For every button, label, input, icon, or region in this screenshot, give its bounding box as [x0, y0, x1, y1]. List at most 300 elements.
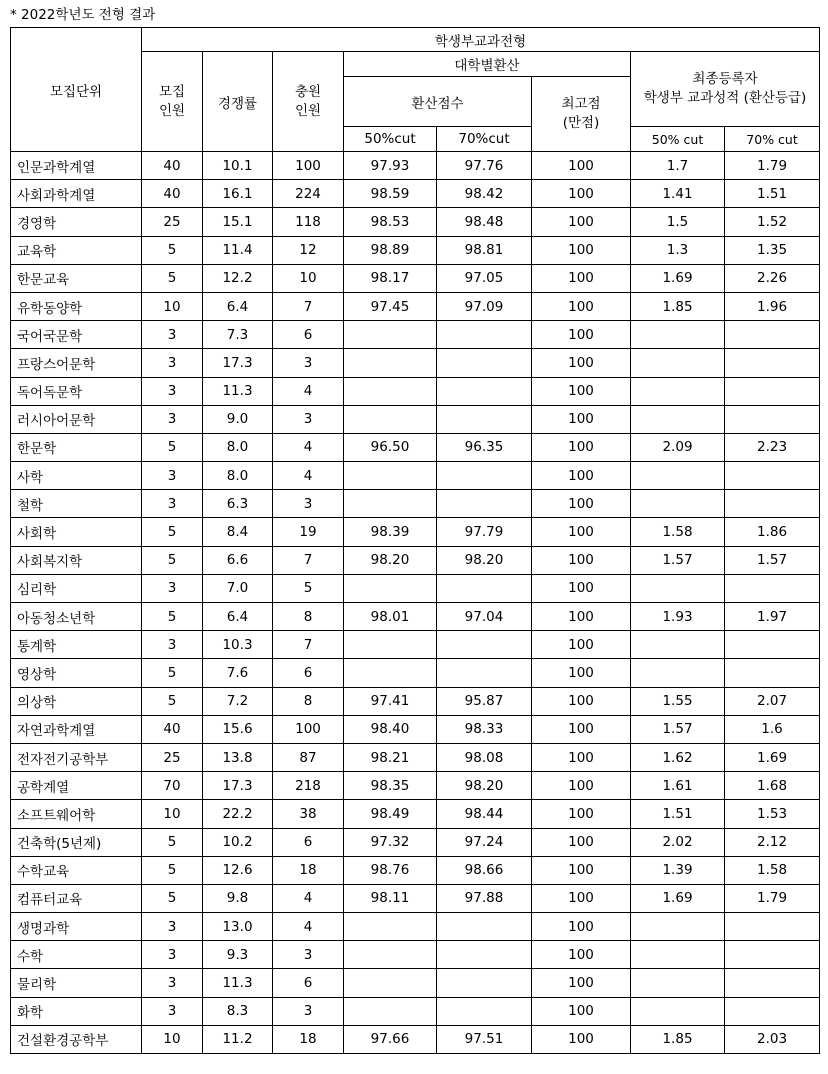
cut50-score-cell [344, 969, 437, 997]
quota-cell: 5 [142, 828, 203, 856]
grade-cut70-cell [725, 631, 820, 659]
max-score-cell: 100 [532, 433, 631, 461]
cut50-score-cell [344, 349, 437, 377]
table-row [11, 1025, 820, 1053]
grade-cut70-cell [725, 969, 820, 997]
additional-cell: 3 [273, 490, 344, 518]
unit-name-cell: 사학 [11, 462, 142, 490]
cut70-score-cell: 98.66 [437, 856, 532, 884]
additional-cell: 6 [273, 659, 344, 687]
additional-cell: 4 [273, 462, 344, 490]
unit-name-cell: 철학 [11, 490, 142, 518]
additional-cell: 7 [273, 292, 344, 320]
cut70-score-cell [437, 490, 532, 518]
additional-cell: 7 [273, 546, 344, 574]
table-row [11, 856, 820, 884]
max-score-cell: 100 [532, 884, 631, 912]
header-converted-score: 환산점수 [344, 77, 532, 127]
cut50-score-cell: 98.21 [344, 743, 437, 771]
cut50-score-cell: 98.35 [344, 772, 437, 800]
header-final-enrollee-text: 최종등록자 학생부 교과성적 (환산등급) [643, 71, 807, 106]
competition-rate-cell: 9.8 [203, 884, 273, 912]
grade-cut70-cell: 2.12 [725, 828, 820, 856]
table-row [11, 208, 820, 236]
competition-rate-cell: 7.3 [203, 321, 273, 349]
unit-name-cell: 심리학 [11, 574, 142, 602]
max-score-cell: 100 [532, 546, 631, 574]
competition-rate-cell: 13.0 [203, 913, 273, 941]
competition-rate-cell: 11.3 [203, 969, 273, 997]
header-additional-text: 충원 인원 [294, 83, 322, 119]
cut70-score-cell [437, 969, 532, 997]
competition-rate-cell: 22.2 [203, 800, 273, 828]
table-row [11, 659, 820, 687]
table-row [11, 321, 820, 349]
grade-cut50-cell [631, 405, 725, 433]
quota-cell: 5 [142, 884, 203, 912]
table-row [11, 462, 820, 490]
quota-cell: 5 [142, 236, 203, 264]
table-row [11, 969, 820, 997]
cut50-score-cell [344, 405, 437, 433]
unit-name-cell: 생명과학 [11, 913, 142, 941]
cut50-score-cell: 98.11 [344, 884, 437, 912]
cut50-score-cell: 98.89 [344, 236, 437, 264]
grade-cut50-cell: 1.41 [631, 180, 725, 208]
table-row [11, 518, 820, 546]
cut70-score-cell: 97.05 [437, 264, 532, 292]
competition-rate-cell: 9.0 [203, 405, 273, 433]
grade-cut50-cell: 1.5 [631, 208, 725, 236]
grade-cut50-cell: 1.57 [631, 546, 725, 574]
table-row [11, 264, 820, 292]
max-score-cell: 100 [532, 574, 631, 602]
competition-rate-cell: 10.1 [203, 152, 273, 180]
grade-cut70-cell [725, 574, 820, 602]
grade-cut70-cell [725, 377, 820, 405]
additional-cell: 3 [273, 405, 344, 433]
header-grade-cut50: 50% cut [631, 127, 725, 152]
competition-rate-cell: 6.6 [203, 546, 273, 574]
grade-cut70-cell: 1.79 [725, 884, 820, 912]
competition-rate-cell: 17.3 [203, 772, 273, 800]
grade-cut50-cell [631, 941, 725, 969]
quota-cell: 5 [142, 433, 203, 461]
quota-cell: 5 [142, 518, 203, 546]
quota-cell: 3 [142, 462, 203, 490]
max-score-cell: 100 [532, 292, 631, 320]
competition-rate-cell: 11.3 [203, 377, 273, 405]
max-score-cell: 100 [532, 180, 631, 208]
additional-cell: 87 [273, 743, 344, 771]
grade-cut70-cell: 1.52 [725, 208, 820, 236]
cut50-score-cell: 98.40 [344, 715, 437, 743]
grade-cut50-cell: 1.58 [631, 518, 725, 546]
competition-rate-cell: 12.6 [203, 856, 273, 884]
unit-name-cell: 수학교육 [11, 856, 142, 884]
header-max-score-text: 최고점 (만점) [561, 96, 601, 131]
table-row [11, 405, 820, 433]
table-row [11, 152, 820, 180]
quota-cell: 5 [142, 687, 203, 715]
grade-cut70-cell: 1.68 [725, 772, 820, 800]
max-score-cell: 100 [532, 208, 631, 236]
competition-rate-cell: 8.3 [203, 997, 273, 1025]
cut50-score-cell: 97.32 [344, 828, 437, 856]
grade-cut50-cell: 1.62 [631, 743, 725, 771]
header-additional [273, 52, 344, 152]
max-score-cell: 100 [532, 913, 631, 941]
unit-name-cell: 사회학 [11, 518, 142, 546]
table-caption: * 2022학년도 전형 결과 [10, 7, 156, 23]
max-score-cell: 100 [532, 856, 631, 884]
table-row [11, 490, 820, 518]
cut50-score-cell [344, 997, 437, 1025]
grade-cut70-cell [725, 941, 820, 969]
quota-cell: 40 [142, 180, 203, 208]
grade-cut70-cell: 1.35 [725, 236, 820, 264]
header-quota-text: 모집 인원 [158, 83, 186, 119]
additional-cell: 224 [273, 180, 344, 208]
cut50-score-cell: 98.49 [344, 800, 437, 828]
quota-cell: 5 [142, 659, 203, 687]
quota-cell: 5 [142, 856, 203, 884]
grade-cut50-cell: 1.69 [631, 264, 725, 292]
grade-cut70-cell: 2.23 [725, 433, 820, 461]
cut70-score-cell: 98.33 [437, 715, 532, 743]
table-row [11, 715, 820, 743]
cut70-score-cell: 96.35 [437, 433, 532, 461]
grade-cut50-cell: 1.55 [631, 687, 725, 715]
cut70-score-cell: 97.04 [437, 603, 532, 631]
max-score-cell: 100 [532, 321, 631, 349]
grade-cut50-cell [631, 321, 725, 349]
additional-cell: 218 [273, 772, 344, 800]
competition-rate-cell: 6.3 [203, 490, 273, 518]
max-score-cell: 100 [532, 659, 631, 687]
max-score-cell: 100 [532, 603, 631, 631]
cut70-score-cell: 97.79 [437, 518, 532, 546]
max-score-cell: 100 [532, 377, 631, 405]
table-row [11, 377, 820, 405]
quota-cell: 3 [142, 405, 203, 433]
cut70-score-cell: 98.48 [437, 208, 532, 236]
grade-cut50-cell [631, 913, 725, 941]
cut50-score-cell: 98.53 [344, 208, 437, 236]
quota-cell: 3 [142, 969, 203, 997]
grade-cut50-cell [631, 969, 725, 997]
grade-cut50-cell: 1.85 [631, 1025, 725, 1053]
additional-cell: 18 [273, 1025, 344, 1053]
table-row [11, 180, 820, 208]
table-row [11, 997, 820, 1025]
grade-cut70-cell: 1.6 [725, 715, 820, 743]
header-grade-cut70: 70% cut [725, 127, 820, 152]
cut70-score-cell: 95.87 [437, 687, 532, 715]
unit-name-cell: 물리학 [11, 969, 142, 997]
additional-cell: 100 [273, 152, 344, 180]
cut70-score-cell: 98.08 [437, 743, 532, 771]
max-score-cell: 100 [532, 997, 631, 1025]
unit-name-cell: 아동청소년학 [11, 603, 142, 631]
cut70-score-cell [437, 574, 532, 602]
additional-cell: 4 [273, 433, 344, 461]
table-row [11, 687, 820, 715]
competition-rate-cell: 11.4 [203, 236, 273, 264]
additional-cell: 19 [273, 518, 344, 546]
quota-cell: 3 [142, 377, 203, 405]
header-max-score [532, 77, 631, 152]
grade-cut70-cell: 2.07 [725, 687, 820, 715]
quota-cell: 3 [142, 574, 203, 602]
grade-cut70-cell: 1.79 [725, 152, 820, 180]
header-cut50: 50%cut [344, 127, 437, 152]
grade-cut70-cell [725, 405, 820, 433]
competition-rate-cell: 10.3 [203, 631, 273, 659]
max-score-cell: 100 [532, 687, 631, 715]
grade-cut50-cell: 1.57 [631, 715, 725, 743]
header-final-enrollee [631, 52, 820, 127]
competition-rate-cell: 17.3 [203, 349, 273, 377]
grade-cut70-cell [725, 659, 820, 687]
table-row [11, 941, 820, 969]
quota-cell: 25 [142, 743, 203, 771]
competition-rate-cell: 6.4 [203, 292, 273, 320]
grade-cut70-cell [725, 913, 820, 941]
table-row [11, 884, 820, 912]
cut70-score-cell: 98.42 [437, 180, 532, 208]
competition-rate-cell: 15.1 [203, 208, 273, 236]
max-score-cell: 100 [532, 349, 631, 377]
header-unit: 모집단위 [11, 28, 142, 152]
grade-cut50-cell: 2.09 [631, 433, 725, 461]
quota-cell: 3 [142, 997, 203, 1025]
cut70-score-cell [437, 462, 532, 490]
additional-cell: 7 [273, 631, 344, 659]
additional-cell: 8 [273, 687, 344, 715]
competition-rate-cell: 7.0 [203, 574, 273, 602]
quota-cell: 10 [142, 800, 203, 828]
max-score-cell: 100 [532, 800, 631, 828]
additional-cell: 100 [273, 715, 344, 743]
competition-rate-cell: 8.0 [203, 433, 273, 461]
cut70-score-cell [437, 659, 532, 687]
cut70-score-cell: 97.51 [437, 1025, 532, 1053]
header-admission-type: 학생부교과전형 [142, 28, 820, 52]
max-score-cell: 100 [532, 518, 631, 546]
grade-cut70-cell: 1.69 [725, 743, 820, 771]
cut50-score-cell [344, 377, 437, 405]
max-score-cell: 100 [532, 1025, 631, 1053]
unit-name-cell: 공학계열 [11, 772, 142, 800]
competition-rate-cell: 12.2 [203, 264, 273, 292]
quota-cell: 40 [142, 152, 203, 180]
grade-cut50-cell: 1.61 [631, 772, 725, 800]
additional-cell: 3 [273, 941, 344, 969]
cut50-score-cell: 96.50 [344, 433, 437, 461]
cut50-score-cell: 98.39 [344, 518, 437, 546]
max-score-cell: 100 [532, 715, 631, 743]
additional-cell: 6 [273, 969, 344, 997]
cut50-score-cell: 98.17 [344, 264, 437, 292]
cut70-score-cell [437, 377, 532, 405]
quota-cell: 25 [142, 208, 203, 236]
cut70-score-cell: 97.88 [437, 884, 532, 912]
quota-cell: 3 [142, 321, 203, 349]
cut50-score-cell [344, 574, 437, 602]
cut70-score-cell: 97.24 [437, 828, 532, 856]
max-score-cell: 100 [532, 743, 631, 771]
additional-cell: 5 [273, 574, 344, 602]
unit-name-cell: 사회복지학 [11, 546, 142, 574]
competition-rate-cell: 10.2 [203, 828, 273, 856]
unit-name-cell: 건축학(5년제) [11, 828, 142, 856]
additional-cell: 3 [273, 349, 344, 377]
grade-cut50-cell [631, 462, 725, 490]
max-score-cell: 100 [532, 631, 631, 659]
additional-cell: 4 [273, 913, 344, 941]
grade-cut50-cell: 1.51 [631, 800, 725, 828]
header-quota [142, 52, 203, 152]
additional-cell: 118 [273, 208, 344, 236]
max-score-cell: 100 [532, 236, 631, 264]
unit-name-cell: 건설환경공학부 [11, 1025, 142, 1053]
cut70-score-cell: 98.20 [437, 772, 532, 800]
max-score-cell: 100 [532, 152, 631, 180]
grade-cut70-cell: 1.97 [725, 603, 820, 631]
unit-name-cell: 한문교육 [11, 264, 142, 292]
cut50-score-cell: 98.20 [344, 546, 437, 574]
cut50-score-cell [344, 913, 437, 941]
table-row [11, 631, 820, 659]
grade-cut50-cell: 1.3 [631, 236, 725, 264]
quota-cell: 10 [142, 292, 203, 320]
unit-name-cell: 인문과학계열 [11, 152, 142, 180]
grade-cut70-cell: 2.26 [725, 264, 820, 292]
table-row [11, 772, 820, 800]
additional-cell: 4 [273, 377, 344, 405]
unit-name-cell: 소프트웨어학 [11, 800, 142, 828]
competition-rate-cell: 15.6 [203, 715, 273, 743]
grade-cut70-cell: 1.96 [725, 292, 820, 320]
unit-name-cell: 한문학 [11, 433, 142, 461]
max-score-cell: 100 [532, 772, 631, 800]
grade-cut70-cell: 1.53 [725, 800, 820, 828]
grade-cut70-cell: 2.03 [725, 1025, 820, 1053]
table-body [11, 152, 820, 1054]
grade-cut70-cell [725, 490, 820, 518]
max-score-cell: 100 [532, 490, 631, 518]
grade-cut70-cell: 1.86 [725, 518, 820, 546]
cut50-score-cell: 98.01 [344, 603, 437, 631]
grade-cut50-cell [631, 349, 725, 377]
unit-name-cell: 경영학 [11, 208, 142, 236]
competition-rate-cell: 8.0 [203, 462, 273, 490]
unit-name-cell: 교육학 [11, 236, 142, 264]
grade-cut70-cell [725, 462, 820, 490]
additional-cell: 4 [273, 884, 344, 912]
additional-cell: 3 [273, 997, 344, 1025]
cut70-score-cell: 98.20 [437, 546, 532, 574]
competition-rate-cell: 7.2 [203, 687, 273, 715]
grade-cut50-cell [631, 490, 725, 518]
competition-rate-cell: 9.3 [203, 941, 273, 969]
cut70-score-cell [437, 941, 532, 969]
unit-name-cell: 화학 [11, 997, 142, 1025]
cut50-score-cell: 97.93 [344, 152, 437, 180]
unit-name-cell: 전자전기공학부 [11, 743, 142, 771]
grade-cut50-cell: 1.39 [631, 856, 725, 884]
cut50-score-cell: 98.59 [344, 180, 437, 208]
grade-cut50-cell [631, 631, 725, 659]
quota-cell: 70 [142, 772, 203, 800]
unit-name-cell: 국어국문학 [11, 321, 142, 349]
grade-cut50-cell: 1.69 [631, 884, 725, 912]
cut50-score-cell [344, 321, 437, 349]
grade-cut70-cell: 1.57 [725, 546, 820, 574]
competition-rate-cell: 11.2 [203, 1025, 273, 1053]
table-row [11, 800, 820, 828]
unit-name-cell: 수학 [11, 941, 142, 969]
additional-cell: 12 [273, 236, 344, 264]
max-score-cell: 100 [532, 828, 631, 856]
competition-rate-cell: 6.4 [203, 603, 273, 631]
quota-cell: 3 [142, 349, 203, 377]
cut50-score-cell [344, 490, 437, 518]
unit-name-cell: 컴퓨터교육 [11, 884, 142, 912]
grade-cut50-cell: 2.02 [631, 828, 725, 856]
cut70-score-cell [437, 997, 532, 1025]
cut50-score-cell: 97.66 [344, 1025, 437, 1053]
grade-cut50-cell [631, 997, 725, 1025]
grade-cut50-cell [631, 574, 725, 602]
cut70-score-cell [437, 321, 532, 349]
max-score-cell: 100 [532, 969, 631, 997]
quota-cell: 3 [142, 490, 203, 518]
cut70-score-cell: 98.81 [437, 236, 532, 264]
additional-cell: 10 [273, 264, 344, 292]
quota-cell: 5 [142, 546, 203, 574]
header-university-conversion: 대학별환산 [344, 52, 631, 77]
quota-cell: 10 [142, 1025, 203, 1053]
quota-cell: 5 [142, 603, 203, 631]
competition-rate-cell: 13.8 [203, 743, 273, 771]
table-row [11, 349, 820, 377]
table-row [11, 574, 820, 602]
table-row [11, 236, 820, 264]
grade-cut50-cell: 1.85 [631, 292, 725, 320]
cut70-score-cell: 97.09 [437, 292, 532, 320]
table-row [11, 292, 820, 320]
cut70-score-cell [437, 349, 532, 377]
max-score-cell: 100 [532, 405, 631, 433]
cut50-score-cell [344, 659, 437, 687]
additional-cell: 6 [273, 828, 344, 856]
table-row [11, 828, 820, 856]
grade-cut70-cell [725, 349, 820, 377]
unit-name-cell: 사회과학계열 [11, 180, 142, 208]
grade-cut50-cell: 1.93 [631, 603, 725, 631]
grade-cut50-cell [631, 377, 725, 405]
table-row [11, 546, 820, 574]
cut70-score-cell [437, 405, 532, 433]
cut70-score-cell [437, 913, 532, 941]
admission-results-table [10, 27, 820, 1054]
table-row [11, 433, 820, 461]
cut50-score-cell [344, 631, 437, 659]
cut50-score-cell [344, 941, 437, 969]
grade-cut50-cell: 1.7 [631, 152, 725, 180]
